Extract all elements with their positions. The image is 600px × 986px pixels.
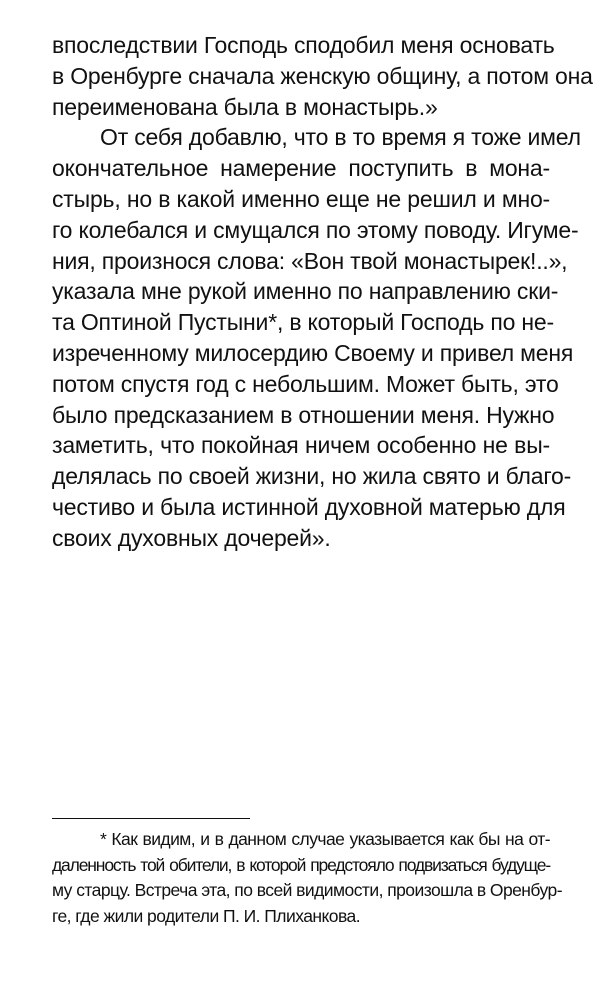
text-line: в Оренбурге сначала женскую общину, а потом она bbox=[52, 62, 593, 89]
footnote bbox=[52, 827, 562, 929]
text-line: го колебался и смущался по этому поводу. Игуме- bbox=[52, 216, 579, 243]
text-line: потом спустя год с небольшим. Может быть, это bbox=[52, 370, 559, 397]
text-line: заметить, что покойная ничем особенно не вы- bbox=[52, 432, 550, 459]
footnote-line: ге, где жили родители П. И. Плиханкова. bbox=[52, 905, 361, 926]
text-line: честиво и была истинной духовной матерью для bbox=[52, 493, 566, 520]
text-line: стырь, но в какой именно еще не решил и мно- bbox=[52, 185, 550, 212]
footnote-divider bbox=[52, 818, 250, 819]
text-line: было предсказанием в отношении меня. Нужно bbox=[52, 401, 555, 428]
text-line: указала мне рукой именно по направлению ски- bbox=[52, 278, 559, 305]
footnote-line: даленность той обители, в которой предстояло подвизаться будуще- bbox=[52, 854, 550, 875]
paragraph-first-line: От себя добавлю, что в то время я тоже имел bbox=[100, 124, 581, 151]
text-line: окончательное намерение поступить в мона- bbox=[52, 155, 550, 182]
text-line: своих духовных дочерей». bbox=[52, 524, 331, 551]
text-line: делялась по своей жизни, но жила свято и благо- bbox=[52, 463, 572, 490]
text-line: та Оптиной Пустыни*, в который Господь по не- bbox=[52, 309, 554, 336]
text-line: изреченному милосердию Своему и привел меня bbox=[52, 339, 574, 366]
footnote-line: * Как видим, и в данном случае указывается как бы на от- bbox=[100, 829, 550, 849]
text-line: переименована была в монастырь.» bbox=[52, 93, 438, 120]
footnote-line: му старцу. Встреча эта, по всей видимости, произошла в Оренбур- bbox=[52, 880, 562, 900]
main-text bbox=[52, 30, 593, 554]
text-line: впоследствии Господь сподобил меня основать bbox=[52, 32, 555, 58]
text-line: ния, произнося слова: «Вон твой монастырек!..», bbox=[52, 247, 568, 274]
